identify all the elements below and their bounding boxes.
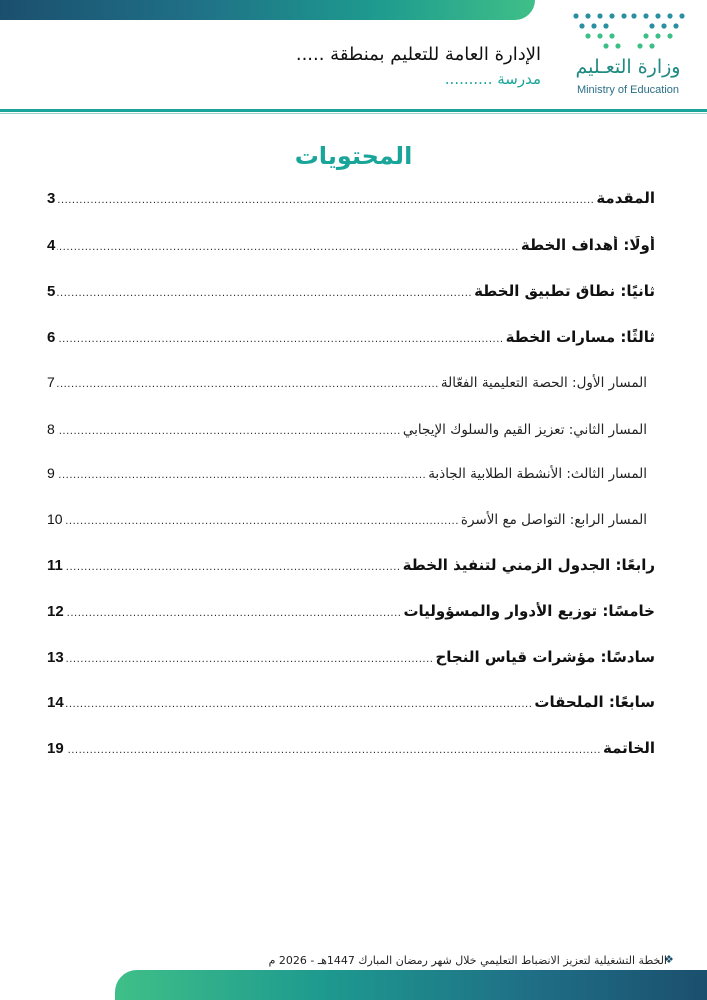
logo-english-text: Ministry of Education <box>576 84 680 96</box>
toc-leader-dots <box>66 654 434 665</box>
toc-item-page: 12 <box>47 603 64 620</box>
toc-leader-dots <box>66 699 533 710</box>
toc-item-page: 13 <box>47 649 64 666</box>
toc-item[interactable] <box>47 556 655 582</box>
toc-item-page: 3 <box>47 190 56 207</box>
toc-item-page: 19 <box>47 740 64 757</box>
toc-subitem-page: 7 <box>47 374 55 390</box>
footer-bullet-icon: ❖ <box>664 953 674 966</box>
footer-gradient-band <box>115 970 707 1000</box>
toc-leader-dots <box>65 562 401 573</box>
toc-leader-dots <box>66 608 402 619</box>
school-name: مدرسة .......... <box>444 70 541 88</box>
toc-leader-dots <box>57 242 519 253</box>
toc-item-label: ثانيًا: نطاق تطبيق الخطة <box>474 282 655 300</box>
toc-item[interactable] <box>47 236 655 262</box>
toc-item[interactable] <box>47 328 655 354</box>
toc-subitem-page: 10 <box>47 511 63 527</box>
toc-item-label: أولًا: أهداف الخطة <box>520 236 655 254</box>
toc-subitem[interactable] <box>47 374 647 400</box>
header-divider-thin <box>0 113 707 114</box>
toc-item-label: سابعًا: الملحقات <box>534 693 655 711</box>
toc-item[interactable] <box>47 693 655 719</box>
toc-item-page: 4 <box>47 237 56 254</box>
toc-item[interactable] <box>47 189 655 215</box>
toc-item-label: سادسًا: مؤشرات قياس النجاح <box>435 648 655 666</box>
toc-subitem-label: المسار الثالث: الأنشطة الطلابية الجاذبة <box>428 466 647 482</box>
toc-item[interactable] <box>47 282 655 308</box>
toc-leader-dots <box>57 426 401 437</box>
toc-item[interactable] <box>47 739 655 765</box>
toc-leader-dots <box>57 288 472 299</box>
toc-subitem-page: 8 <box>47 421 55 437</box>
toc-subitem[interactable] <box>47 465 647 491</box>
toc-item-page: 6 <box>47 329 56 346</box>
toc-item[interactable] <box>47 602 655 628</box>
toc-leader-dots <box>57 334 503 345</box>
toc-leader-dots <box>65 516 459 527</box>
logo-arabic-text: وزارة التعـليم <box>575 56 681 78</box>
toc-title: المحتويات <box>294 142 413 170</box>
header-gradient-band <box>0 0 535 20</box>
toc-item-label: خامسًا: توزيع الأدوار والمسؤوليات <box>403 602 655 620</box>
toc-item-label: الخاتمة <box>602 739 655 757</box>
toc-item-page: 14 <box>47 694 64 711</box>
toc-item-page: 11 <box>47 557 63 574</box>
toc-item[interactable] <box>47 648 655 674</box>
toc-item-label: المقدمة <box>596 189 655 207</box>
education-department-title: الإدارة العامة للتعليم بمنطقة ..... <box>295 44 541 65</box>
toc-subitem-label: المسار الثاني: تعزيز القيم والسلوك الإيجابي <box>402 422 647 438</box>
toc-subitem-page: 9 <box>47 465 55 481</box>
toc-item-label: رابعًا: الجدول الزمني لتنفيذ الخطة <box>402 556 655 574</box>
toc-leader-dots <box>57 379 439 390</box>
header-divider <box>0 109 707 112</box>
toc-subitem-label: المسار الأول: الحصة التعليمية الفعّالة <box>440 375 647 391</box>
toc-subitem[interactable] <box>47 421 647 447</box>
toc-leader-dots <box>66 745 601 756</box>
toc-subitem-label: المسار الرابع: التواصل مع الأسرة <box>460 512 647 528</box>
footer-plan-title: الخطة التشغيلية لتعزيز الانضباط التعليمي خلال شهر رمضان المبارك 1447هـ - 2026 م <box>268 954 667 967</box>
toc-item-label: ثالثًا: مسارات الخطة <box>505 328 655 346</box>
toc-subitem[interactable] <box>47 511 647 537</box>
toc-item-page: 5 <box>47 283 56 300</box>
toc-leader-dots <box>57 195 594 206</box>
toc-leader-dots <box>57 470 426 481</box>
